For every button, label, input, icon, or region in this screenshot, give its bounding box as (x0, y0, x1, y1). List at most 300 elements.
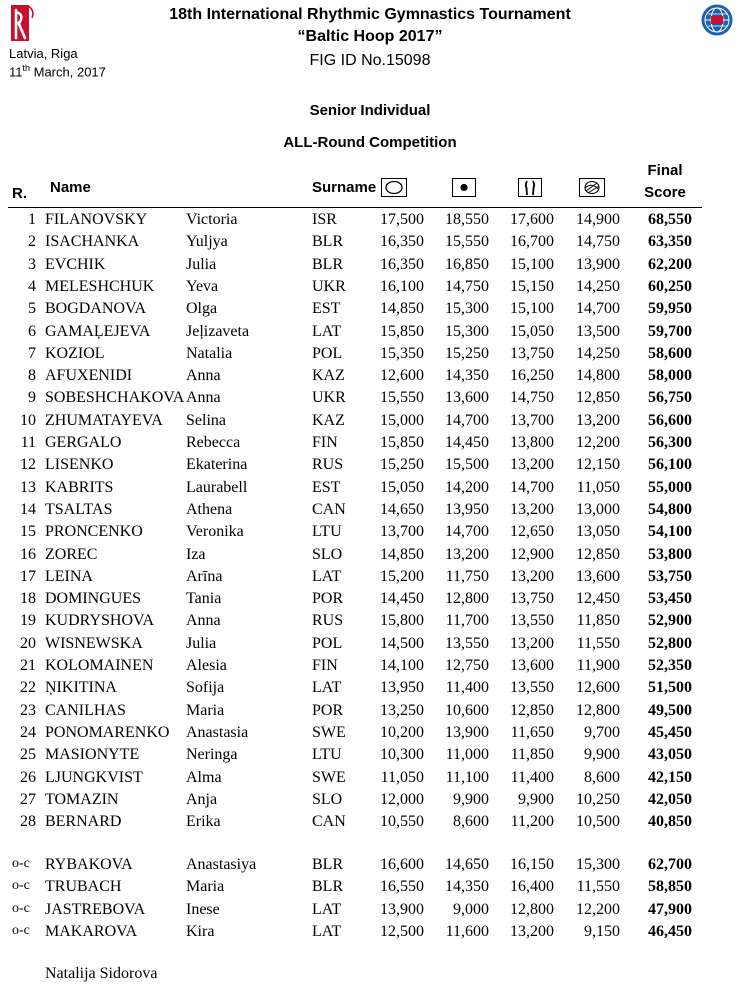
firstname-cell: Sofija (186, 679, 225, 697)
rank-cell: 5 (28, 300, 36, 318)
ribbon-score-cell: 12,850 (576, 389, 620, 407)
clubs-score-cell: 16,700 (510, 233, 554, 251)
table-row (0, 813, 740, 835)
surname-cell: KOLOMAINEN (45, 657, 154, 674)
table-row (0, 612, 740, 634)
ball-score-cell: 14,200 (445, 478, 489, 496)
ribbon-score-cell: 11,550 (576, 878, 620, 896)
final-score-cell: 53,800 (648, 545, 692, 563)
ball-score-cell: 11,100 (445, 768, 489, 786)
hoop-score-cell: 14,100 (380, 657, 424, 674)
hoop-score-cell: 14,650 (380, 500, 424, 518)
firstname-cell: Tania (186, 590, 222, 608)
final-score-cell: 55,000 (648, 478, 692, 496)
surname-cell: ISACHANKA (45, 233, 140, 251)
nation-cell: POL (312, 634, 343, 652)
clubs-score-cell: 12,800 (510, 900, 554, 918)
ball-score-cell: 13,950 (445, 500, 489, 518)
clubs-score-cell: 13,200 (510, 634, 554, 652)
clubs-score-cell: 9,900 (518, 790, 554, 808)
ribbon-score-cell: 13,050 (576, 523, 620, 541)
nation-cell: LTU (312, 523, 342, 541)
hoop-score-cell: 15,000 (380, 411, 424, 429)
rank-cell: 22 (20, 679, 36, 697)
ribbon-score-cell: 13,000 (576, 500, 620, 518)
rank-cell: 6 (28, 322, 36, 340)
nation-cell: UKR (312, 389, 346, 407)
ball-score-cell: 9,900 (453, 790, 489, 808)
clubs-score-cell: 16,400 (510, 878, 554, 896)
surname-cell: CANILHAS (45, 701, 126, 719)
fig-globe-icon (700, 3, 734, 37)
date-rest: March, 2017 (30, 64, 106, 80)
hoop-score-cell: 15,350 (380, 344, 424, 362)
final-score-cell: 42,050 (648, 790, 692, 808)
surname-cell: RYBAKOVA (45, 856, 133, 873)
category-title: Senior Individual (309, 102, 431, 119)
tournament-title: 18th International Rhythmic Gymnastics Tournament (169, 6, 571, 23)
surname-cell: KOZIOL (45, 344, 105, 362)
ribbon-score-cell: 9,700 (584, 723, 620, 741)
ribbon-score-cell: 11,550 (576, 634, 620, 652)
ball-score-cell: 16,850 (445, 255, 489, 273)
ball-score-cell: 15,550 (445, 233, 489, 251)
table-row (0, 746, 740, 768)
surname-cell: ZOREC (45, 545, 98, 563)
firstname-cell: Veronika (186, 523, 244, 541)
final-score-cell: 45,450 (648, 723, 692, 741)
surname-cell: FILANOVSKY (45, 211, 148, 228)
rank-cell: 28 (20, 813, 36, 831)
clubs-score-cell: 13,750 (510, 344, 554, 362)
hoop-score-cell: 15,850 (380, 434, 424, 451)
ribbon-score-cell: 12,800 (576, 701, 620, 719)
rank-cell: 23 (20, 701, 36, 719)
surname-cell: TSALTAS (45, 500, 113, 518)
firstname-cell: Kira (186, 922, 215, 940)
firstname-cell: Yeva (186, 277, 219, 295)
final-score-cell: 43,050 (648, 746, 692, 764)
ball-score-cell: 9,000 (453, 900, 489, 918)
ball-score-cell: 11,000 (445, 746, 489, 764)
ribbon-score-cell: 13,900 (576, 255, 620, 273)
ball-score-cell: 13,200 (445, 545, 489, 563)
rank-cell: 25 (20, 746, 36, 764)
table-row (0, 456, 740, 478)
rank-cell: o-c (12, 922, 30, 938)
final-score-cell: 63,350 (648, 233, 692, 251)
ball-score-cell: 11,750 (445, 567, 489, 585)
clubs-score-cell: 13,600 (510, 657, 554, 674)
final-score-cell: 58,000 (648, 367, 692, 385)
ball-score-cell: 11,600 (445, 922, 489, 940)
final-score-cell: 42,150 (648, 768, 692, 786)
ribbon-score-cell: 13,600 (576, 567, 620, 585)
final-score-cell: 54,100 (648, 523, 692, 541)
clubs-score-cell: 11,850 (510, 746, 554, 764)
ribbon-score-cell: 12,850 (576, 545, 620, 563)
ribbon-score-cell: 10,500 (576, 813, 620, 831)
table-row (0, 568, 740, 590)
final-score-cell: 58,850 (648, 878, 692, 896)
ball-score-cell: 13,900 (445, 723, 489, 741)
surname-cell: BERNARD (45, 813, 122, 831)
nation-cell: LAT (312, 679, 342, 697)
ribbon-icon (579, 178, 605, 197)
firstname-cell: Natalia (186, 344, 233, 362)
surname-cell: LISENKO (45, 456, 114, 474)
firstname-cell: Laurabell (186, 478, 248, 496)
table-row (0, 323, 740, 345)
hoop-score-cell: 15,050 (380, 478, 424, 496)
surname-cell: KABRITS (45, 478, 114, 496)
surname-cell: JASTREBOVA (45, 900, 146, 918)
fig-logo (700, 3, 734, 37)
surname-cell: MAKAROVA (45, 922, 138, 940)
rank-cell: 10 (20, 411, 36, 429)
rank-cell: 11 (20, 434, 36, 451)
ball-score-cell: 13,550 (445, 634, 489, 652)
clubs-score-cell: 14,750 (510, 389, 554, 407)
final-score-cell: 51,500 (648, 679, 692, 697)
rank-cell: 20 (20, 634, 36, 652)
final-score-cell: 59,700 (648, 322, 692, 340)
rank-cell: 15 (20, 523, 36, 541)
nation-cell: BLR (312, 255, 344, 273)
nation-cell: BLR (312, 856, 344, 873)
ball-score-cell: 11,700 (445, 612, 489, 630)
hoop-score-cell: 14,500 (380, 634, 424, 652)
date-day: 11 (9, 64, 23, 80)
hoop-score-cell: 12,500 (380, 922, 424, 940)
surname-cell: AFUXENIDI (45, 367, 133, 385)
firstname-cell: Julia (186, 634, 217, 652)
rank-cell: 19 (20, 612, 36, 630)
nation-cell: KAZ (312, 367, 345, 385)
ribbon-score-cell: 11,900 (576, 657, 620, 674)
ribbon-score-cell: 12,150 (576, 456, 620, 474)
ribbon-score-cell: 12,600 (576, 679, 620, 697)
firstname-cell: Julia (186, 255, 217, 273)
hoop-score-cell: 10,550 (380, 813, 424, 831)
hoop-score-cell: 14,450 (380, 590, 424, 608)
clubs-score-cell: 13,200 (510, 567, 554, 585)
header-score: Score (644, 184, 686, 201)
rank-cell: 13 (20, 478, 36, 496)
nation-cell: EST (312, 478, 341, 496)
header-rank: R. (12, 185, 27, 202)
clubs-score-cell: 11,200 (510, 813, 554, 831)
nation-cell: RUS (312, 456, 344, 474)
hoop-score-cell: 13,950 (380, 679, 424, 697)
clubs-score-cell: 15,100 (510, 300, 554, 318)
surname-cell: EVCHIK (45, 255, 106, 273)
table-row (0, 367, 740, 389)
header-final: Final (647, 162, 683, 179)
tournament-name: “Baltic Hoop 2017” (297, 28, 443, 45)
surname-cell: PRONCENKO (45, 523, 143, 541)
clubs-score-cell: 13,750 (510, 590, 554, 608)
clubs-score-cell: 13,550 (510, 679, 554, 697)
firstname-cell: Victoria (186, 211, 238, 228)
surname-cell: LJUNGKVIST (45, 768, 143, 786)
hoop-score-cell: 15,200 (380, 567, 424, 585)
clubs-score-cell: 15,150 (510, 277, 554, 295)
clubs-score-cell: 13,200 (510, 922, 554, 940)
table-row (0, 434, 740, 456)
surname-cell: GAMAĻEJEVA (45, 322, 151, 340)
final-score-cell: 56,750 (648, 389, 692, 407)
ball-score-cell: 13,600 (445, 389, 489, 407)
rank-cell: 17 (20, 567, 36, 585)
clubs-score-cell: 16,250 (510, 367, 554, 385)
ball-score-cell: 14,350 (445, 367, 489, 385)
surname-cell: TOMAZIN (45, 790, 119, 808)
final-score-cell: 59,950 (648, 300, 692, 318)
hoop-score-cell: 16,550 (380, 878, 424, 896)
nation-cell: CAN (312, 813, 346, 831)
date-suffix: th (22, 63, 31, 73)
firstname-cell: Yuljya (186, 233, 228, 251)
hoop-score-cell: 10,300 (380, 746, 424, 764)
firstname-cell: Alesia (186, 657, 227, 674)
table-row (0, 300, 740, 322)
ball-score-cell: 14,450 (445, 434, 489, 451)
table-row (0, 769, 740, 791)
hoop-score-cell: 10,200 (380, 723, 424, 741)
final-score-cell: 60,250 (648, 277, 692, 295)
hoop-score-cell: 11,050 (380, 768, 424, 786)
clubs-score-cell: 12,900 (510, 545, 554, 563)
nation-cell: LAT (312, 900, 342, 918)
ribbon-score-cell: 9,150 (584, 922, 620, 940)
ribbon-score-cell: 14,250 (576, 277, 620, 295)
table-row (0, 412, 740, 434)
nation-cell: RUS (312, 612, 344, 630)
nation-cell: SLO (312, 790, 343, 808)
firstname-cell: Erika (186, 813, 221, 831)
rank-cell: 7 (28, 344, 36, 362)
final-score-cell: 56,600 (648, 411, 692, 429)
hoop-score-cell: 15,850 (380, 322, 424, 340)
final-score-cell: 62,700 (648, 856, 692, 873)
clubs-score-cell: 13,700 (510, 411, 554, 429)
rank-cell: o-c (12, 900, 30, 916)
rank-cell: 3 (28, 255, 36, 273)
rank-cell: 12 (20, 456, 36, 474)
hoop-score-cell: 12,000 (380, 790, 424, 808)
final-score-cell: 52,350 (648, 657, 692, 674)
firstname-cell: Anastasiya (186, 856, 257, 873)
hoop-score-cell: 17,500 (380, 211, 424, 228)
clubs-icon (518, 178, 542, 197)
firstname-cell: Anna (186, 367, 221, 385)
clubs-score-cell: 13,800 (510, 434, 554, 451)
firstname-cell: Anastasia (186, 723, 249, 741)
ribbon-score-cell: 14,750 (576, 233, 620, 251)
surname-cell: WISNEWSKA (45, 634, 143, 652)
ball-score-cell: 15,500 (445, 456, 489, 474)
rank-cell: 9 (28, 389, 36, 407)
header-surname: Surname (312, 179, 377, 196)
table-row (0, 345, 740, 367)
firstname-cell: Iza (186, 545, 206, 563)
table-row (0, 389, 740, 411)
hoop-score-cell: 15,250 (380, 456, 424, 474)
ribbon-score-cell: 14,900 (576, 211, 620, 228)
ball-score-cell: 10,600 (445, 701, 489, 719)
ribbon-score-cell: 14,700 (576, 300, 620, 318)
oc-table-row (0, 901, 740, 923)
firstname-cell: Alma (186, 768, 222, 786)
clubs-score-cell: 15,050 (510, 322, 554, 340)
location: Latvia, Riga (9, 46, 78, 61)
ribbon-score-cell: 13,200 (576, 411, 620, 429)
table-row (0, 501, 740, 523)
ball-score-cell: 18,550 (445, 211, 489, 228)
final-score-cell: 68,550 (648, 211, 692, 228)
table-row (0, 256, 740, 278)
firstname-cell: Inese (186, 900, 220, 918)
nation-cell: KAZ (312, 411, 345, 429)
hoop-icon (381, 178, 407, 197)
rank-cell: 1 (28, 211, 36, 228)
rank-cell: 14 (20, 500, 36, 518)
hoop-score-cell: 13,900 (380, 900, 424, 918)
table-row (0, 278, 740, 300)
ball-score-cell: 14,350 (445, 878, 489, 896)
ribbon-score-cell: 8,600 (584, 768, 620, 786)
ball-score-cell: 8,600 (453, 813, 489, 831)
nation-cell: BLR (312, 878, 344, 896)
ball-score-cell: 14,650 (445, 856, 489, 873)
ribbon-score-cell: 11,050 (576, 478, 620, 496)
firstname-cell: Arīna (186, 567, 223, 585)
table-row (0, 590, 740, 612)
final-score-cell: 56,100 (648, 456, 692, 474)
clubs-score-cell: 12,650 (510, 523, 554, 541)
clubs-score-cell: 16,150 (510, 856, 554, 873)
ball-score-cell: 12,750 (445, 657, 489, 674)
surname-cell: TRUBACH (45, 878, 122, 896)
hoop-score-cell: 14,850 (380, 545, 424, 563)
rank-cell: 4 (28, 277, 36, 295)
firstname-cell: Athena (186, 500, 233, 518)
ball-score-cell: 14,750 (445, 277, 489, 295)
surname-cell: DOMINGUES (45, 590, 141, 608)
surname-cell: ZHUMATAYEVA (45, 411, 163, 429)
nation-cell: UKR (312, 277, 346, 295)
firstname-cell: Neringa (186, 746, 238, 764)
nation-cell: FIN (312, 657, 338, 674)
table-row (0, 211, 740, 233)
nation-cell: POR (312, 701, 344, 719)
table-row (0, 635, 740, 657)
hoop-score-cell: 13,250 (380, 701, 424, 719)
ball-icon (452, 178, 476, 197)
ribbon-score-cell: 9,900 (584, 746, 620, 764)
nation-cell: BLR (312, 233, 344, 251)
firstname-cell: Jeļizaveta (186, 322, 250, 340)
oc-table-row (0, 878, 740, 900)
ball-score-cell: 14,700 (445, 411, 489, 429)
oc-table-row (0, 856, 740, 878)
hoop-score-cell: 16,350 (380, 255, 424, 273)
ribbon-score-cell: 13,500 (576, 322, 620, 340)
firstname-cell: Rebecca (186, 434, 241, 451)
clubs-score-cell: 13,550 (510, 612, 554, 630)
rank-cell: 16 (20, 545, 36, 563)
hoop-score-cell: 15,550 (380, 389, 424, 407)
hoop-score-cell: 16,350 (380, 233, 424, 251)
firstname-cell: Olga (186, 300, 218, 318)
hoop-score-cell: 12,600 (380, 367, 424, 385)
final-score-cell: 46,450 (648, 922, 692, 940)
header-divider (8, 207, 702, 208)
final-score-cell: 49,500 (648, 701, 692, 719)
firstname-cell: Maria (186, 701, 225, 719)
surname-cell: KUDRYSHOVA (45, 612, 155, 630)
table-row (0, 479, 740, 501)
clubs-score-cell: 11,400 (510, 768, 554, 786)
ball-score-cell: 15,250 (445, 344, 489, 362)
final-score-cell: 40,850 (648, 813, 692, 831)
clubs-score-cell: 12,850 (510, 701, 554, 719)
ball-score-cell: 15,300 (445, 300, 489, 318)
final-score-cell: 54,800 (648, 500, 692, 518)
nation-cell: LTU (312, 746, 342, 764)
rank-cell: 27 (20, 790, 36, 808)
table-row (0, 702, 740, 724)
nation-cell: LAT (312, 567, 342, 585)
surname-cell: MASIONYTE (45, 746, 140, 764)
clubs-score-cell: 14,700 (510, 478, 554, 496)
rank-cell: 8 (28, 367, 36, 385)
ball-score-cell: 15,300 (445, 322, 489, 340)
final-score-cell: 53,750 (648, 567, 692, 585)
nation-cell: LAT (312, 922, 342, 940)
surname-cell: MELESHCHUK (45, 277, 155, 295)
rank-cell: 21 (20, 657, 36, 674)
ribbon-score-cell: 12,450 (576, 590, 620, 608)
final-score-cell: 52,900 (648, 612, 692, 630)
ribbon-score-cell: 14,250 (576, 344, 620, 362)
hoop-score-cell: 15,800 (380, 612, 424, 630)
table-row (0, 679, 740, 701)
hoop-score-cell: 16,600 (380, 856, 424, 873)
competition-title: ALL-Round Competition (283, 134, 457, 151)
surname-cell: GERGALO (45, 434, 122, 451)
firstname-cell: Anna (186, 612, 221, 630)
table-row (0, 233, 740, 255)
final-score-cell: 56,300 (648, 434, 692, 451)
ribbon-score-cell: 12,200 (576, 434, 620, 451)
surname-cell: BOGDANOVA (45, 300, 147, 318)
table-row (0, 546, 740, 568)
ball-score-cell: 14,700 (445, 523, 489, 541)
nation-cell: ISR (312, 211, 337, 228)
ball-score-cell: 11,400 (445, 679, 489, 697)
firstname-cell: Selina (186, 411, 226, 429)
nation-cell: CAN (312, 500, 346, 518)
hoop-score-cell: 14,850 (380, 300, 424, 318)
surname-cell: LEINA (45, 567, 93, 585)
table-row (0, 791, 740, 813)
ribbon-score-cell: 10,250 (576, 790, 620, 808)
surname-cell: PONOMARENKO (45, 723, 170, 741)
clubs-score-cell: 17,600 (510, 211, 554, 228)
nation-cell: SLO (312, 545, 343, 563)
